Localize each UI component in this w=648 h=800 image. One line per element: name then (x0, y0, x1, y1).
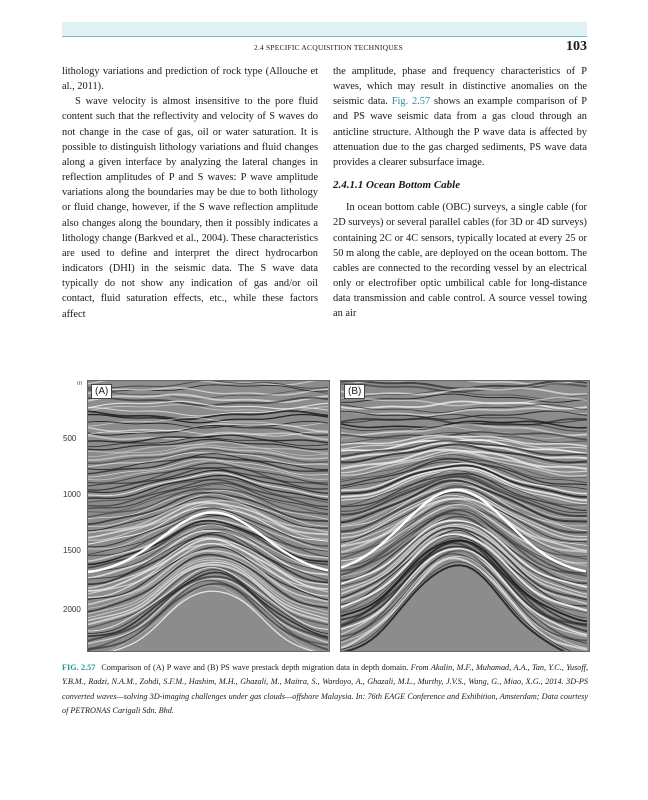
figure-2-57 (62, 375, 588, 655)
page-number: 103 (566, 39, 587, 54)
caption-label: FIG. 2.57 (62, 663, 96, 672)
caption-text: Comparison of (A) P wave and (B) PS wave prestack depth migration data in depth domain. (101, 663, 409, 672)
panel-a-label: (A) (91, 384, 112, 399)
seismic-image-b (341, 381, 589, 651)
seismic-panel-a (87, 380, 330, 652)
section-subheading: 2.4.1.1 Ocean Bottom Cable (333, 179, 461, 192)
depth-tick-1500: 1500 (63, 546, 81, 555)
right-paragraph-1 (333, 64, 587, 170)
running-head (62, 41, 587, 57)
right-paragraph-1-text: the amplitude, phase and frequency characteristics of P waves, which may result in distinctive anomalies on the seismic data. (333, 66, 587, 108)
left-paragraph-2: S wave velocity is almost insensitive to the pore fluid content such that the reflectivity and velocity of S waves do not change in the case of gas, oil or water saturation. It is possible to distinguish lithology variations and fluid changes along a given interface by analyzing the lateral changes in reflection amplitudes of P and S waves: P wave amplitude variations along the boundaries may be due to both lithology or fluid change, however, if the S wave reflection amplitude also changes along the boundary, then it possibly indicates a lithology change (Barkved et al., 2004). These characteristics are used to define and interpret the direct hydrocarbon indicators (DHI) in the seismic data. The S wave data typically do not show any indication of gas and/or oil contact, fluid saturation effects, etc., while these factors affect (62, 96, 318, 320)
right-paragraph-2: In ocean bottom cable (OBC) surveys, a single cable (for 2D surveys) or several parallel cables (for 3D or 4D surveys) containing 2C or 4C sensors, typically located at every 25 or 50 m along the cable, are deployed on the ocean bottom. The cables are connected to the recording vessel by an electrical only or electrofiber optic umbilical cable for long-distance data transmission and cable control. A source vessel towing an air (333, 202, 587, 320)
depth-axis-unit: m (77, 380, 83, 387)
seismic-image-a (88, 381, 329, 651)
figure-reference-link[interactable]: Fig. 2.57 (391, 96, 431, 108)
depth-tick-500: 500 (63, 434, 77, 443)
header-band (62, 22, 587, 37)
right-column (333, 64, 587, 322)
depth-tick-1000: 1000 (63, 490, 81, 499)
running-title: 2.4 SPECIFIC ACQUISITION TECHNIQUES (254, 43, 403, 52)
depth-tick-2000: 2000 (63, 605, 81, 614)
panel-b-label: (B) (344, 384, 365, 399)
caption-source: From Akalin, M.F., Muhamad, A.A., Tan, Y.C., Yusoff, Y.B.M., Radzi, N.A.M., Zohdi, S.F.M., Hashim, M.H., Ghazali, M., Maitra, S., Wardoyo, A., Ghazali, M.L., Murthy, J.V.S., Wang, G., Miao, X.G., 2014. 3D-PS converted waves—solving 3D-imaging challenges under gas clouds—offshore Malaysia. In: 76th EAGE Conference and Exhibition, Amsterdam; Data courtesy of PETRONAS Carigali Sdn. Bhd. (62, 663, 588, 715)
left-paragraph-1: lithology variations and prediction of rock type (Allouche et al., 2011). (62, 66, 318, 93)
right-paragraph-1-text-cont: shows an example comparison of P and PS wave seismic data from a gas cloud through an anticline structure. Although the P wave data is affected by attenuation due to the gas charged sediments, PS wave data provides a clearer subsurface image. (333, 96, 587, 168)
figure-caption (62, 661, 588, 718)
left-column (62, 64, 318, 322)
seismic-panel-b (340, 380, 590, 652)
